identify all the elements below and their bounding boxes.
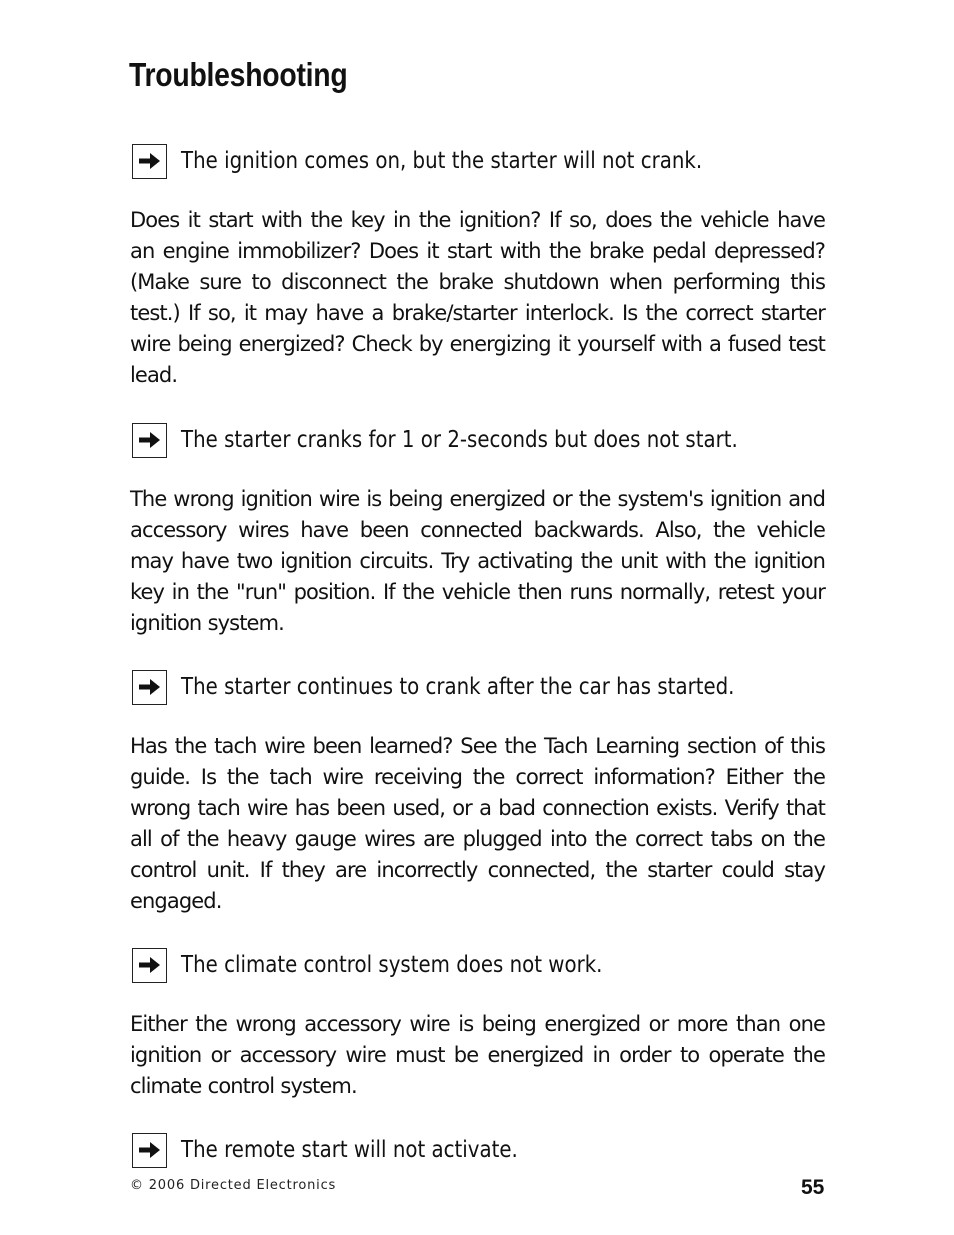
issue-row: [132, 1131, 573, 1169]
arrow-right-icon: [132, 948, 167, 983]
issue-row: [132, 946, 671, 984]
answer-paragraph: Either the wrong accessory wire is being energized or more than one ignition or accessory wire must be energized in order to operate the climate control system.: [130, 1012, 825, 1099]
issue-text: The ignition comes on, but the starter will not crank.: [181, 148, 703, 174]
arrow-right-icon: [132, 670, 167, 705]
issue-row: [132, 421, 828, 459]
answer-paragraph: The wrong ignition wire is being energized or the system's ignition and accessory wires have been connected backwards. Also, the vehicle may have two ignition circuits. Try activating the unit with the ignition key in the "run" position. If the vehicle then runs normally, retest your ignition system.: [130, 487, 825, 636]
page-number: 55: [801, 1176, 825, 1199]
footer-copyright: © 2006 Directed Electronics: [130, 1178, 337, 1193]
issue-row: [132, 142, 787, 180]
issue-text: The remote start will not activate.: [181, 1137, 518, 1163]
arrow-right-icon: [132, 423, 167, 458]
arrow-right-icon: [132, 144, 167, 179]
issue-text: The starter continues to crank after the car has started.: [181, 674, 735, 700]
answer-paragraph: Has the tach wire been learned? See the Tach Learning section of this guide. Is the tach wire receiving the correct information? Either the wrong tach wire has been used, or a bad connection exists. Verify that all of the heavy gauge wires are plugged into the correct tabs on the control unit. If they are incorrectly connected, the starter could stay engaged.: [130, 734, 825, 914]
page-title: Troubleshooting: [129, 56, 348, 93]
issue-text: The starter cranks for 1 or 2-seconds but does not start.: [181, 427, 738, 453]
arrow-right-icon: [132, 1133, 167, 1168]
issue-text: The climate control system does not work.: [181, 952, 603, 978]
answer-paragraph: Does it start with the key in the ignition? If so, does the vehicle have an engine immobilizer? Does it start with the brake pedal depressed? (Make sure to disconnect the brake shutdown when performing this test.) If so, it may have a brake/starter interlock. Is the correct starter wire being energized? Check by energizing it yourself with a fused test lead.: [130, 208, 825, 388]
issue-row: [132, 668, 825, 706]
